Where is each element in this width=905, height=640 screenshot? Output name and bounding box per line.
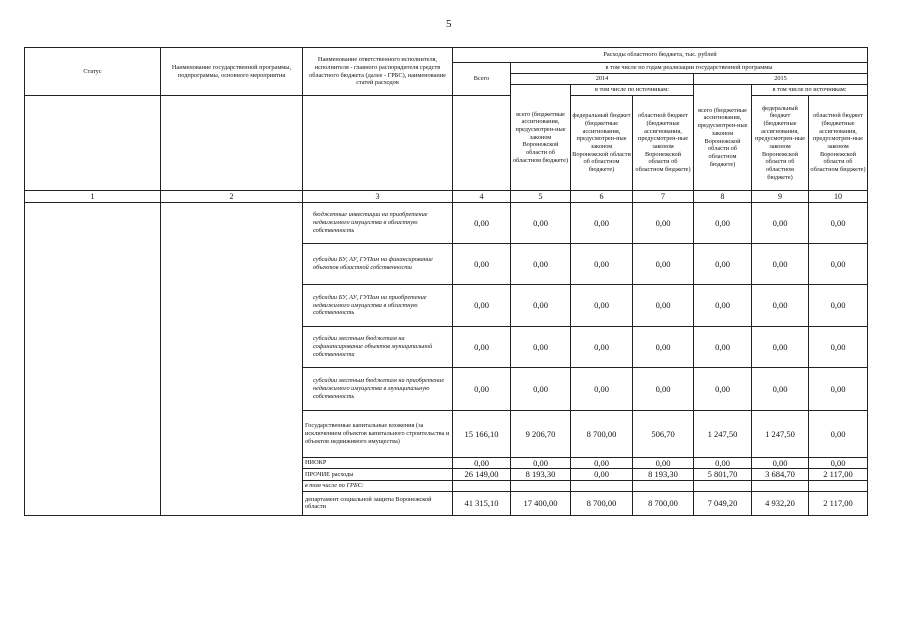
value-cell: 0,00 [453,458,511,469]
value-cell: 0,00 [809,411,868,458]
value-cell: 7 049,20 [694,491,752,515]
value-cell: 0,00 [694,458,752,469]
value-cell: 41 315,10 [453,491,511,515]
value-cell: 0,00 [752,327,809,368]
value-cell: 0,00 [694,244,752,285]
value-cell: 4 932,20 [752,491,809,515]
row-label: НИОКР [303,458,453,469]
col-number: 7 [633,191,694,203]
value-cell: 3 684,70 [752,469,809,480]
header-program: Наименование государственной программы, подпрограммы, основного мероприятия [161,48,303,96]
value-cell: 0,00 [511,327,571,368]
col-number: 6 [571,191,633,203]
value-cell: 0,00 [571,458,633,469]
row-label: департамент социальной защиты Воронежской области [303,491,453,515]
row-label: Государственные капитальные вложения (за исключением объектов капитального строительства и объектов недвижимого имущества) [303,411,453,458]
header-federal-2015: федеральный бюджет (бюджетные ассигнования, предусмотрен-ные законом Воронежской области об областном бюджете) [752,96,809,191]
header-regional-2014: областной бюджет (бюджетные ассигнования, предусмотрен-ные законом Воронежской области об областном бюджете) [633,96,694,191]
status-cell [25,203,161,516]
col-number: 8 [694,191,752,203]
value-cell: 8 700,00 [571,411,633,458]
value-cell: 0,00 [633,368,694,411]
value-cell: 0,00 [694,285,752,327]
header-total: Всего [453,63,511,96]
value-cell: 0,00 [453,203,511,244]
header-federal-2014: федеральный бюджет (бюджетные ассигнования, предусмотрен-ные законом Воронежской области об областном бюджете) [571,96,633,191]
value-cell: 8 193,30 [633,469,694,480]
header-status: Статус [25,48,161,96]
value-cell: 0,00 [633,327,694,368]
value-cell: 0,00 [752,458,809,469]
table-row [25,203,868,244]
row-label: бюджетные инвестиции на приобретение недвижимого имущества в областную собственность [303,203,453,244]
value-cell: 0,00 [571,285,633,327]
col-number: 2 [161,191,303,203]
value-cell: 17 400,00 [511,491,571,515]
value-cell: 0,00 [453,244,511,285]
col-number: 4 [453,191,511,203]
value-cell: 0,00 [571,469,633,480]
value-cell: 9 206,70 [511,411,571,458]
value-cell: 0,00 [511,244,571,285]
col-number: 5 [511,191,571,203]
row-label: ПРОЧИЕ расходы [303,469,453,480]
header-executor: Наименование ответственного исполнителя, исполнителя - главного распорядителя средств областного бюджета (далее - ГРБС), наименование статей расходов [303,48,453,96]
value-cell: 0,00 [752,368,809,411]
value-cell: 0,00 [809,368,868,411]
value-cell: 0,00 [453,368,511,411]
col-number: 10 [809,191,868,203]
value-cell: 0,00 [571,244,633,285]
header-regional-2015: областной бюджет (бюджетные ассигнования, предусмотрен-ные законом Воронежской области об областном бюджете) [809,96,868,191]
col-number: 9 [752,191,809,203]
header-expenses: Расходы областного бюджета, тыс. рублей [453,48,868,63]
value-cell: 0,00 [633,203,694,244]
value-cell: 0,00 [809,285,868,327]
header-year-2015: 2015 [694,74,868,85]
col-number: 1 [25,191,161,203]
value-cell: 0,00 [571,327,633,368]
value-cell: 0,00 [809,244,868,285]
value-cell: 0,00 [453,285,511,327]
value-cell: 0,00 [694,203,752,244]
col-number: 3 [303,191,453,203]
value-cell: 1 247,50 [752,411,809,458]
value-cell: 0,00 [809,458,868,469]
value-cell: 0,00 [633,244,694,285]
value-cell: 0,00 [694,327,752,368]
value-cell: 2 117,00 [809,491,868,515]
value-cell: 0,00 [453,327,511,368]
row-label: субсидии местным бюджетам на приобретение недвижимого имущества в муниципальную собственность [303,368,453,411]
value-cell: 0,00 [511,368,571,411]
value-cell: 15 166,10 [453,411,511,458]
value-cell: 0,00 [633,285,694,327]
value-cell: 0,00 [809,327,868,368]
value-cell: 0,00 [809,203,868,244]
value-cell: 2 117,00 [809,469,868,480]
row-label: субсидии местным бюджетам на софинансирование объектов муниципальной собственности [303,327,453,368]
row-label: субсидии БУ, АУ, ГУПам на приобретение недвижимого имущества в областную собственность [303,285,453,327]
header-by-sources-2014: в том числе по источникам: [571,85,694,96]
header-by-years: в том числе по годам реализации государственной программы [511,63,868,74]
value-cell: 8 700,00 [571,491,633,515]
row-label: субсидии БУ, АУ, ГУПам на финансирование объектов областной собственности [303,244,453,285]
value-cell: 0,00 [752,244,809,285]
value-cell: 506,70 [633,411,694,458]
page-number: 5 [446,18,452,30]
value-cell: 0,00 [511,203,571,244]
value-cell: 0,00 [571,368,633,411]
header-year-2014: 2014 [511,74,694,85]
value-cell: 1 247,50 [694,411,752,458]
value-cell: 5 801,70 [694,469,752,480]
budget-table [24,47,868,516]
value-cell: 0,00 [752,285,809,327]
value-cell: 0,00 [752,203,809,244]
header-total-budget-2015: всего (бюджетные ассигнования, предусмотрен-ные законом Воронежской области об областном бюджете) [694,85,752,191]
value-cell: 8 700,00 [633,491,694,515]
value-cell: 0,00 [511,458,571,469]
row-label: в том числе по ГРБС: [303,480,453,491]
value-cell: 0,00 [511,285,571,327]
header-by-sources-2015: в том числе по источникам: [752,85,868,96]
header-total-budget-2014: всего (бюджетные ассигнования, предусмотрен-ные законом Воронежской области об областном бюджете) [511,85,571,191]
program-cell [161,203,303,516]
value-cell: 0,00 [633,458,694,469]
value-cell: 26 149,00 [453,469,511,480]
value-cell: 0,00 [694,368,752,411]
value-cell: 8 193,30 [511,469,571,480]
value-cell: 0,00 [571,203,633,244]
